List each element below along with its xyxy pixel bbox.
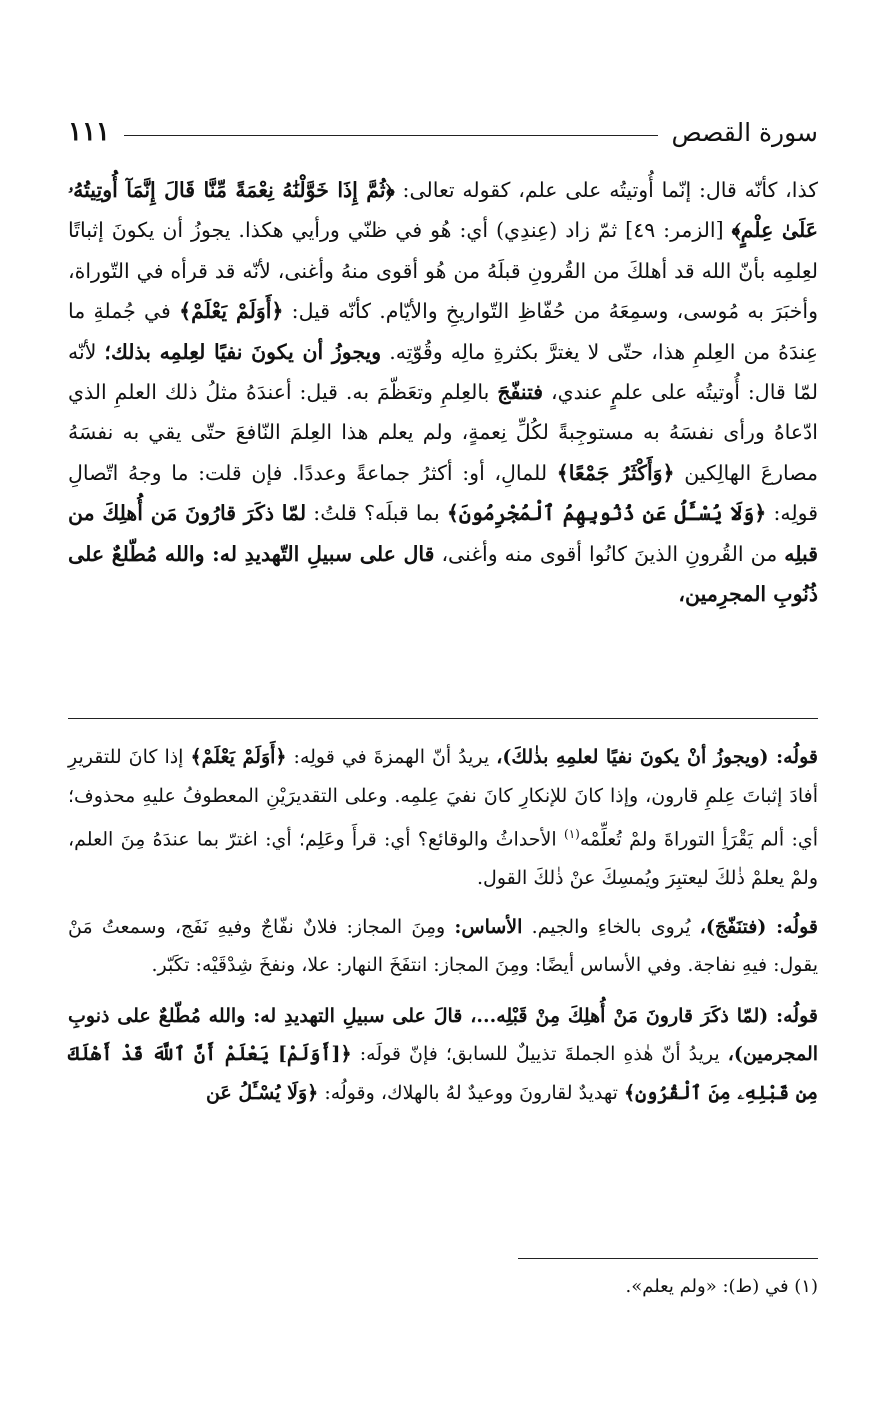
section-divider bbox=[68, 718, 818, 719]
footnote-ref[interactable]: (١) bbox=[564, 827, 580, 842]
quran-quote: ﴿أَوَلَمْ يَعْلَمْ﴾ bbox=[179, 299, 284, 324]
text-run: يريدُ أنّ هٰذهِ الجملةَ تذييلٌ للسابق؛ فإنّ قولَه: bbox=[351, 1043, 728, 1066]
commentary-text bbox=[68, 738, 818, 1125]
surah-title: سورة القصص bbox=[671, 117, 818, 147]
text-run: إذا كانَ للتقريرِ أفادَ إثباتَ عِلمِ قارون، وإذا كانَ للإنكارِ كانَ نفيَ عِلمِه. وعلى التقديرَيْنِ المعطوفُ عليهِ محذوف؛ أي: ألم يَقْرَأِ التوراةَ ولمْ تُعلِّمْه bbox=[68, 746, 818, 851]
footnote: (١) في (ط): «ولم يعلم». bbox=[625, 1276, 818, 1297]
main-text bbox=[68, 170, 818, 614]
page-number: ١١١ bbox=[68, 117, 110, 147]
text-run: كذا، كأنّه قال: إنّما أُوتيتُه على علم، كقوله تعالى: bbox=[394, 178, 818, 202]
bold-phrase: قال على سبيلِ التّهديدِ له: والله مُطّلعٌ على ذُنُوبِ المجرِمين، bbox=[68, 541, 818, 607]
text-run: من القُرونِ الذينَ كانُوا أقوى منه وأغنى، bbox=[434, 541, 785, 566]
page-header bbox=[68, 112, 818, 152]
text-run: الأحداثُ والوقائع؟ أي: قرأَ وعَلِم؛ أي: اغترّ بما عندَهُ مِنَ العلم، ولمْ يعلمْ ذٰلكَ ليعتبِرَ ويُمسِكَ عنْ ذٰلكَ القول. bbox=[68, 828, 818, 890]
text-run: في جُملةِ ما عِندَهُ من العِلمِ هذا، حتّى لا يغترَّ بكثرةِ مالِه وقُوّتِه. bbox=[68, 299, 819, 364]
text-run: بما قبلَه؟ قلتُ: bbox=[306, 501, 447, 526]
quran-quote: ﴿وَلَا يُسْـَٔلُ عَن bbox=[205, 1082, 319, 1105]
bold-phrase: الأساس: bbox=[454, 915, 523, 938]
text-run: تهديدٌ لقارونَ ووعيدٌ لهُ بالهلاك، وقولُه: bbox=[318, 1082, 624, 1105]
footnote-rule bbox=[518, 1258, 818, 1259]
commentary-label: قولُه: (ويجوزُ أنْ يكونَ نفيًا لعلمِهِ بذٰلكَ)، bbox=[496, 746, 818, 768]
text-run: يريدُ أنّ الهمزةَ في قولِه: bbox=[286, 746, 497, 768]
bold-phrase: لمّا ذكَرَ قارُونَ مَن أُهلِكَ من قبلِه bbox=[68, 501, 818, 566]
quran-quote: ﴿وَلَا يُسْـَٔلُ عَن ذُنُوبِهِمُ ٱلْمُجْرِمُونَ﴾ bbox=[446, 501, 767, 526]
text-run: لأنّه لمّا قال: أُوتيتُه على علمٍ عندي، bbox=[68, 339, 818, 405]
header-rule bbox=[124, 135, 658, 136]
commentary-paragraph-2 bbox=[68, 908, 818, 985]
bold-phrase: فتنفّجَ bbox=[497, 380, 544, 405]
commentary-paragraph-1 bbox=[68, 738, 818, 898]
quran-quote: ﴿أَوَلَمْ يَعْلَمْ﴾ bbox=[190, 746, 287, 768]
text-run: يُروى بالخاءِ والجيم. bbox=[522, 915, 700, 938]
quran-quote: ﴿وَأَكْثَرُ جَمْعًا﴾ bbox=[556, 460, 675, 485]
text-run: ومِنَ المجاز: فلانٌ نفّاجٌ وفيهِ نَفَج، وسمعتُ مَنْ يقول: فيهِ نفاجة. وفي الأساس أيضًا: ومِنَ المجاز: انتفَخَ النهار: علا، ونفخَ شِدْقَيْه: تكَبّر. bbox=[68, 915, 818, 977]
commentary-paragraph-3 bbox=[68, 997, 818, 1113]
bold-phrase: ويجوزُ أن يكونَ نفيًا لعِلمِه بذلك؛ bbox=[104, 339, 382, 364]
commentary-label: قولُه: (فتنَفّجَ)، bbox=[699, 915, 818, 938]
quran-quote: ﴿[أَوَلَمْ] يَعْلَمْ أَنَّ ٱللَّهَ قَدْ أَهْلَكَ مِن قَبْلِهِۦ مِنَ ٱلْقُرُونِ﴾ bbox=[68, 1043, 818, 1105]
text-run: للمالِ، أو: أكثرُ جماعةً وعددًا. فإن قلت: ما وجهُ اتّصالِ قولِه: bbox=[68, 460, 818, 526]
text-run: بالعِلمِ وتعَظّمَ به. قيل: أعندَهُ مثلُ ذلك العلمِ الذي ادّعاهُ ورأى نفسَهُ به مستوجِبةً لكُلِّ نِعمةٍ، ولم يعلم هذا العِلمَ النّافعَ حتّى يقي به نفسَهُ مصارعَ الهالِكين bbox=[68, 380, 818, 485]
text-run: [الزمر: ٤٩] ثمّ زاد (عِندِي) أي: هُو في ظنّي ورأيي هكذا. يجوزُ أن يكونَ إثباتًا لعِلمِه بأنّ الله قد أهلكَ من القُرونِ قبلَهُ من هُو أقوى منهُ وأغنى، لأنّه قد قرأه في التّوراة، وأخبَرَ به مُوسى، وسمِعَهُ من حُفّاظِ التّواريخِ والأيّام. كأنّه قيل: bbox=[68, 218, 818, 324]
main-paragraph bbox=[68, 170, 818, 614]
commentary-label: قولُه: (لمّا ذكَرَ قارونَ مَنْ أُهلِكَ مِنْ قَبْلِه...، قالَ على سبيلِ التهديدِ له: والله مُطّلعٌ على ذنوبِ المجرمين)، bbox=[68, 1004, 819, 1066]
quran-quote: ﴿ثُمَّ إِذَا خَوَّلْنَٰهُ نِعْمَةً مِّنَّا قَالَ إِنَّمَآ أُوتِيتُهُۥ عَلَىٰ عِلْمٍ﴾ bbox=[68, 178, 818, 243]
